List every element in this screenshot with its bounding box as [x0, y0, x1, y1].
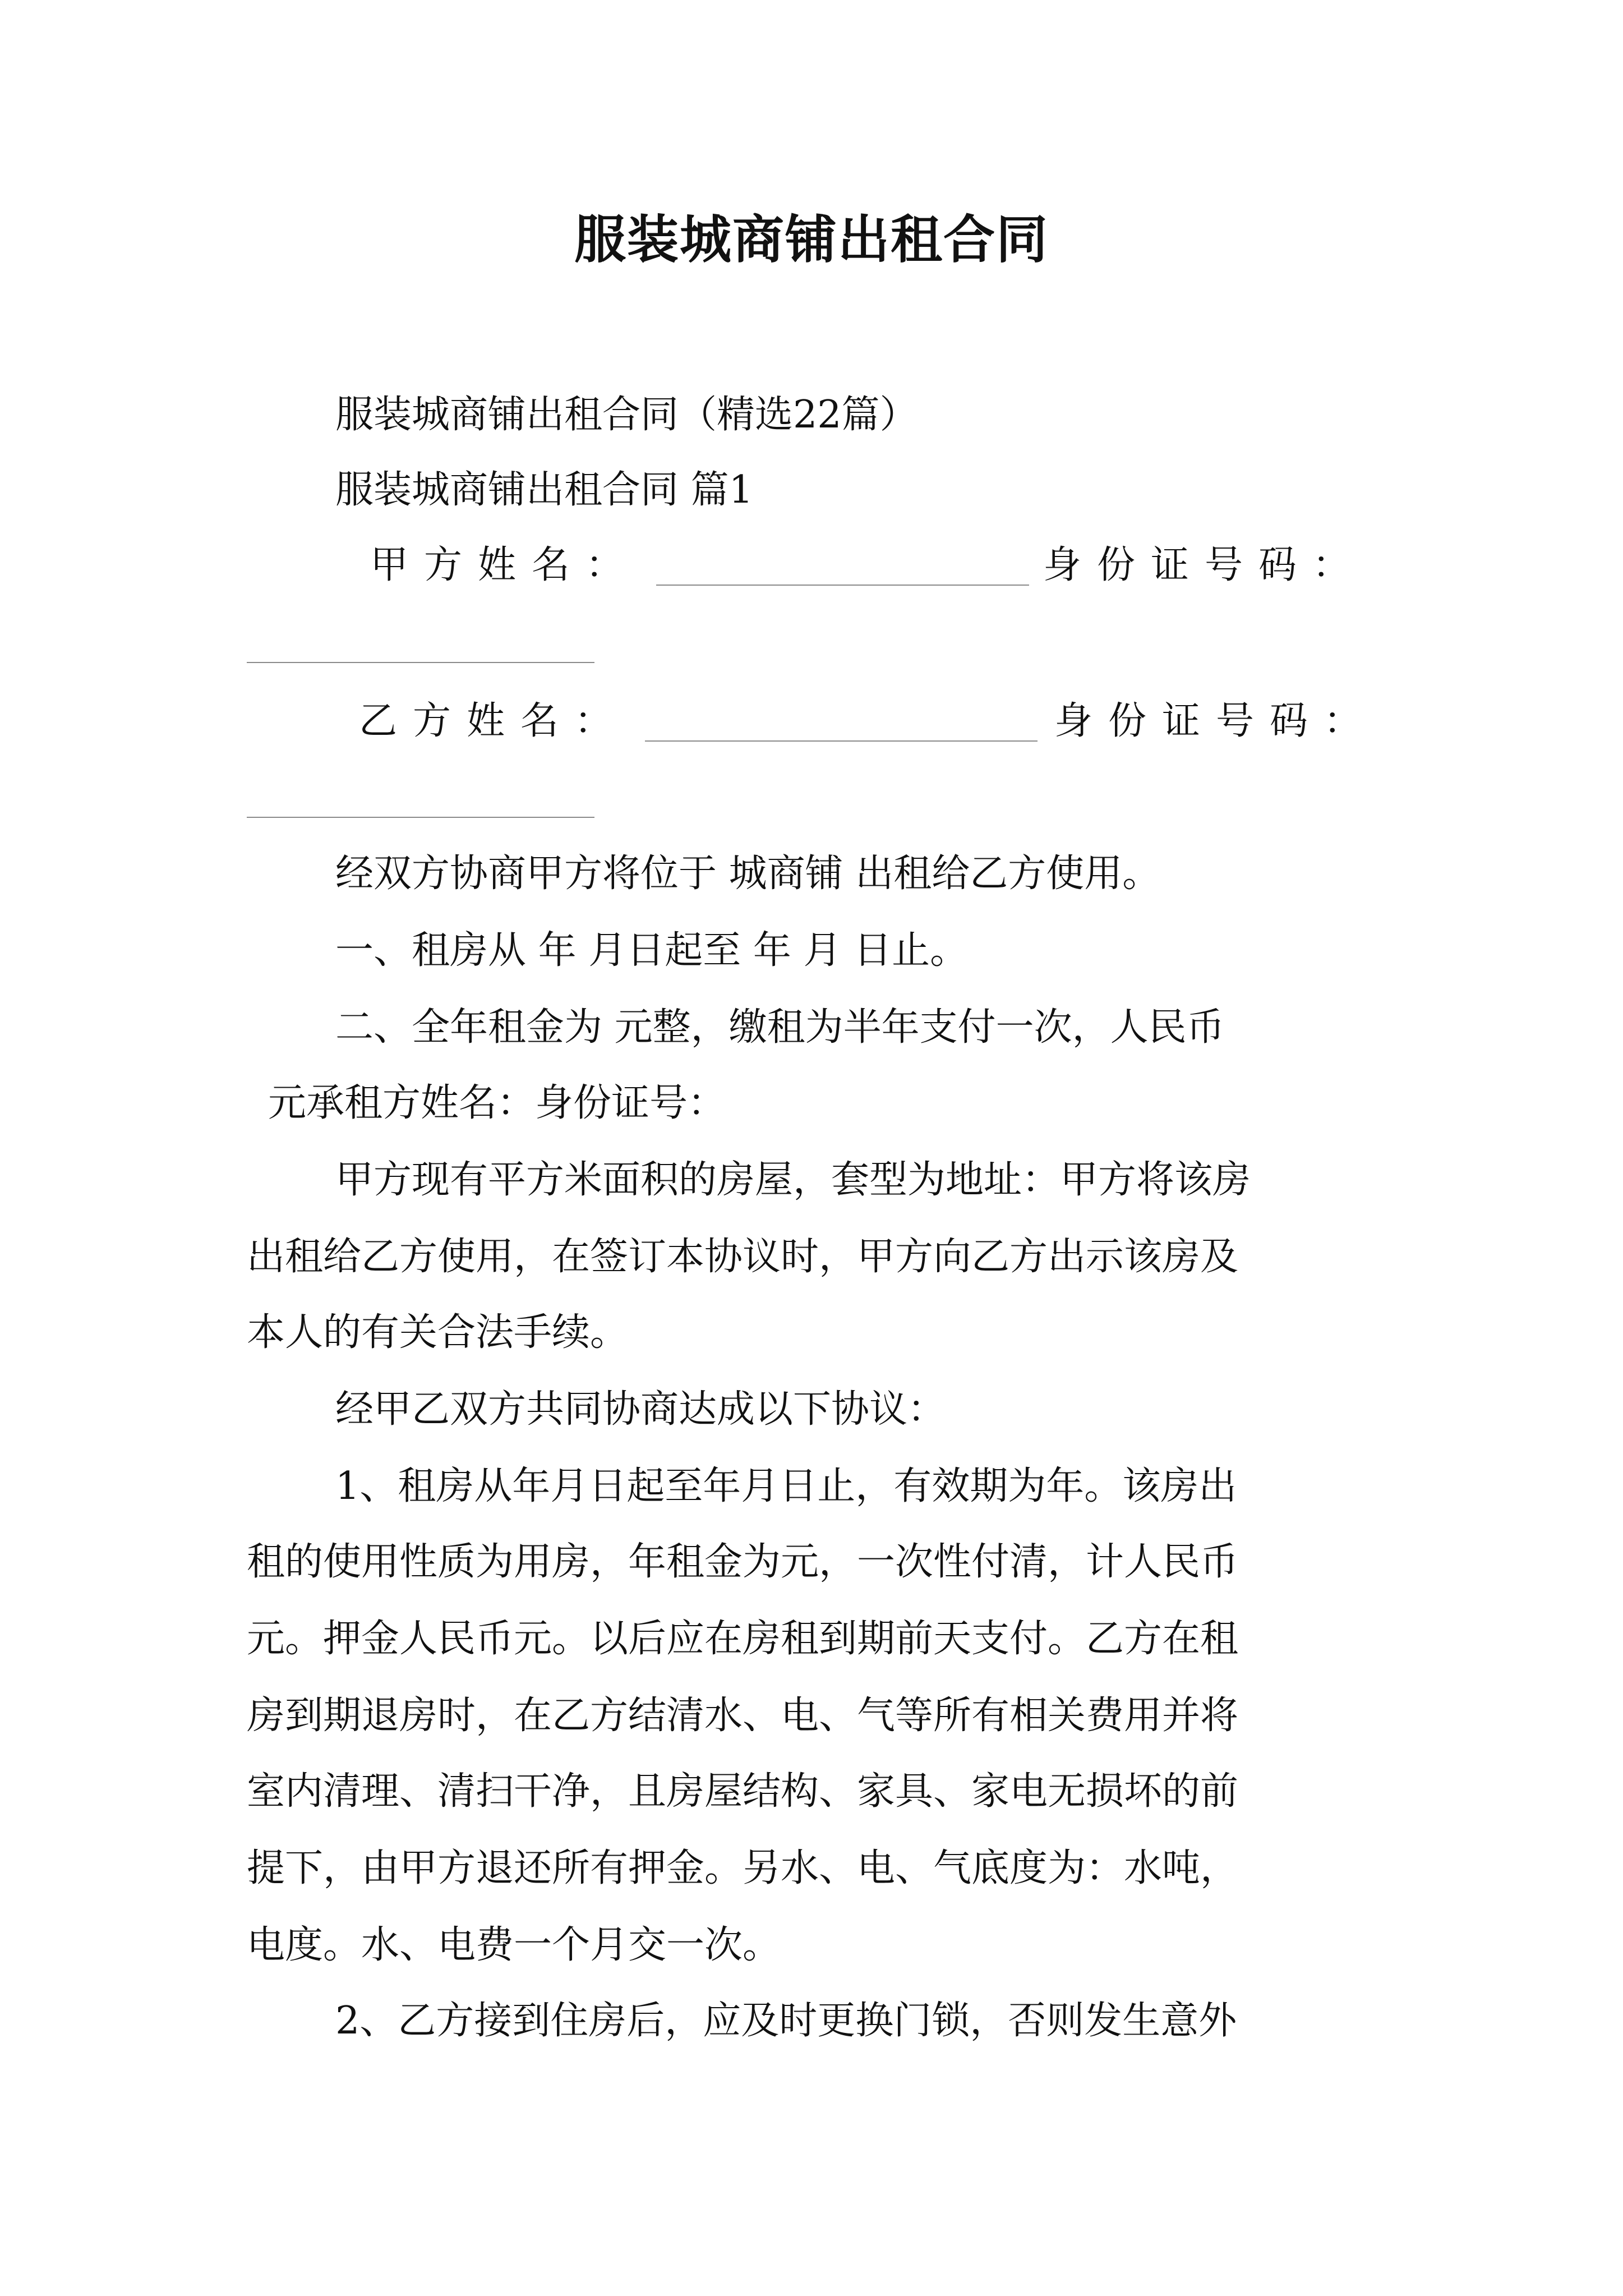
party-a-name-blank[interactable]	[656, 585, 1029, 586]
body-line: 本人的有关合法手续。	[247, 1310, 629, 1355]
body-line: 元。押金人民币元。以后应在房租到期前天支付。乙方在租	[247, 1617, 1239, 1661]
body-line: 2、乙方接到住房后，应及时更换门锁，否则发生意外	[335, 1999, 1237, 2043]
body-line: 二、全年租金为 元整，缴租为半年支付一次，人民币	[335, 1005, 1225, 1050]
body-line: 经双方协商甲方将位于 城商铺 出租给乙方使用。	[335, 852, 1161, 896]
party-b-name-blank[interactable]	[645, 740, 1038, 742]
body-line: 提下，由甲方退还所有押金。另水、电、气底度为：水吨，	[247, 1846, 1239, 1890]
section-heading: 服装城商铺出租合同 篇1	[335, 468, 753, 512]
document-subtitle: 服装城商铺出租合同（精选22篇）	[335, 393, 918, 437]
body-line: 室内清理、清扫干净，且房屋结构、家具、家电无损坏的前	[247, 1769, 1239, 1814]
body-line: 租的使用性质为用房，年租金为元，一次性付清，计人民币	[247, 1540, 1239, 1584]
party-a-id-label: 身份证号码：	[1043, 543, 1367, 587]
party-a-name-label: 甲方姓名：	[370, 543, 640, 587]
body-line: 房到期退房时，在乙方结清水、电、气等所有相关费用并将	[247, 1694, 1239, 1738]
party-a-id-blank[interactable]	[247, 662, 594, 663]
document-title: 服装城商铺出租合同	[574, 209, 1049, 270]
body-line: 元承租方姓名：身份证号：	[268, 1081, 726, 1125]
body-line: 一、租房从 年 月日起至 年 月 日止。	[335, 928, 969, 973]
party-b-id-label: 身份证号码：	[1054, 699, 1378, 743]
body-line: 经甲乙双方共同协商达成以下协议：	[335, 1387, 946, 1432]
body-line: 1、租房从年月日起至年月日止，有效期为年。该房出	[335, 1464, 1237, 1508]
body-line: 甲方现有平方米面积的房屋，套型为地址：甲方将该房	[335, 1158, 1251, 1202]
party-b-id-blank[interactable]	[247, 817, 594, 818]
party-b-name-label: 乙方姓名：	[359, 699, 629, 743]
body-line: 出租给乙方使用，在签订本协议时，甲方向乙方出示该房及	[247, 1235, 1239, 1279]
body-line: 电度。水、电费一个月交一次。	[247, 1923, 781, 1967]
